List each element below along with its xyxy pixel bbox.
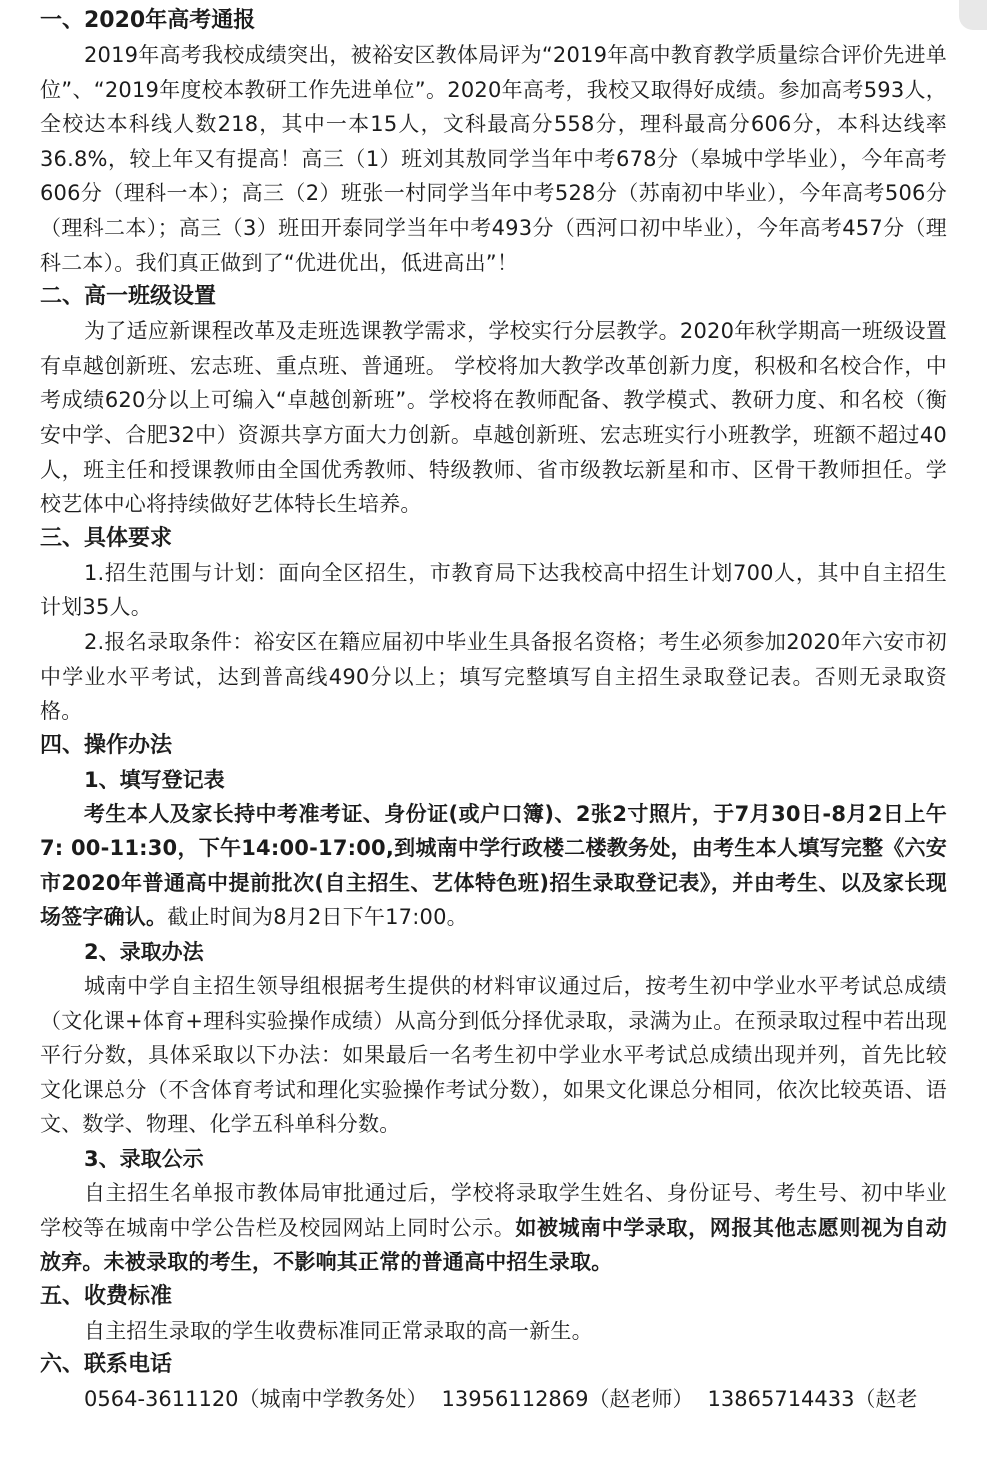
- section-3-item-1: 1.招生范围与计划：面向全区招生，市教育局下达我校高中招生计划700人，其中自主招生计划35人。: [40, 560, 947, 620]
- section-4-sub-1-title: 1、填写登记表: [84, 767, 225, 792]
- section-5-paragraph: 自主招生录取的学生收费标准同正常录取的高一新生。: [84, 1318, 593, 1343]
- phone-teacher-2: 13865714433（赵老: [707, 1387, 918, 1412]
- section-1-title: 一、2020年高考通报: [40, 8, 256, 33]
- phone-teacher-1: 13956112869（赵老师）: [441, 1387, 694, 1412]
- section-2-title: 二、高一班级设置: [40, 284, 217, 310]
- section-6-title: 六、联系电话: [40, 1352, 173, 1378]
- section-3-item-2: 2.报名录取条件：裕安区在籍应届初中毕业生具备报名资格；考生必须参加2020年六安市初中学业水平考试，达到普高线490分以上；填写完整填写自主招生录取登记表。否则无录取资格。: [40, 629, 947, 724]
- section-3-title: 三、具体要求: [40, 525, 173, 551]
- section-4-sub-3-title: 3、录取公示: [84, 1147, 204, 1172]
- publicity-warning: 如被城南中学录取，网报其他志愿则视为自动放弃。未被录取的考生，不影响其正常的普通高中招生录取。: [40, 1215, 948, 1275]
- section-4-sub-2-title: 2、录取办法: [84, 940, 204, 965]
- publicity-text: 自主招生名单报市教体局审批通过后，学校将录取学生姓名、身份证号、考生号、初中毕业学校等在城南中学公告栏及校园网站上同时公示。: [40, 1181, 947, 1240]
- registration-deadline: 截止时间为8月2日下午17:00。: [167, 905, 468, 930]
- section-5-title: 五、收费标准: [40, 1283, 173, 1309]
- section-1-paragraph: 2019年高考我校成绩突出，被裕安区教体局评为“2019年高中教育教学质量综合评价先进单位”、“2019年度校本教研工作先进单位”。2020年高考，我校又取得好成绩。参加高考593人，全校达本科线人数218，其中一本15人，文科最高分558分，理科最高分606分，本科达线率36.8%，较上年又有提高！高三（1）班刘其敖同学当年中考678分（皋城中学毕业），今年高考606分（理科一本）；高三（2）班张一村同学当年中考528分（苏南初中毕业），今年高考506分（理科二本）；高三（3）班田开泰同学当年中考493分（西河口初中毕业），今年高考457分（理科二本）。我们真正做到了“优进优出，低进高出”！: [40, 43, 947, 275]
- corner-overlay: [959, 0, 987, 30]
- section-2-paragraph: 为了适应新课程改革及走班选课教学需求，学校实行分层教学。2020年秋学期高一班级设置有卓越创新班、宏志班、重点班、普通班。 学校将加大教学改革创新力度，积极和名校合作，中考成绩620分以上可编入“卓越创新班”。学校将在教师配备、教学模式、教研力度、和名校（衡安中学、合肥32中）资源共享方面大力创新。卓越创新班、宏志班实行小班教学，班额不超过40人，班主任和授课教师由全国优秀教师、特级教师、省市级教坛新星和市、区骨干教师担任。学校艺体中心将持续做好艺体特长生培养。: [40, 319, 947, 517]
- contact-phones: [40, 1382, 947, 1416]
- section-4-title: 四、操作办法: [40, 732, 173, 758]
- section-4-sub-3-paragraph: [40, 1176, 947, 1280]
- phone-office: 0564-3611120（城南中学教务处）: [84, 1387, 428, 1412]
- section-4-sub-1-paragraph: [40, 797, 947, 935]
- registration-instructions: 考生本人及家长持中考准考证、身份证(或户口簿)、2张2寸照片，于7月30日-8月2日上午7: 00-11:30，下午14:00-17:00,到城南中学行政楼二楼教务处，由考生本人填写完整《六安市2020年普通高中提前批次(自主招生、艺体特色班)招生录取登记表》，并由考生、以及家长现场签字确认。: [40, 801, 947, 930]
- section-4-sub-2-paragraph: 城南中学自主招生领导组根据考生提供的材料审议通过后，按考生初中学业水平考试总成绩（文化课+体育+理科实验操作成绩）从高分到低分择优录取，录满为止。在预录取过程中若出现平行分数，具体采取以下办法：如果最后一名考生初中学业水平考试总成绩出现并列，首先比较文化课总分（不含体育考试和理化实验操作考试分数），如果文化课总分相同，依次比较英语、语文、数学、物理、化学五科单科分数。: [40, 974, 947, 1137]
